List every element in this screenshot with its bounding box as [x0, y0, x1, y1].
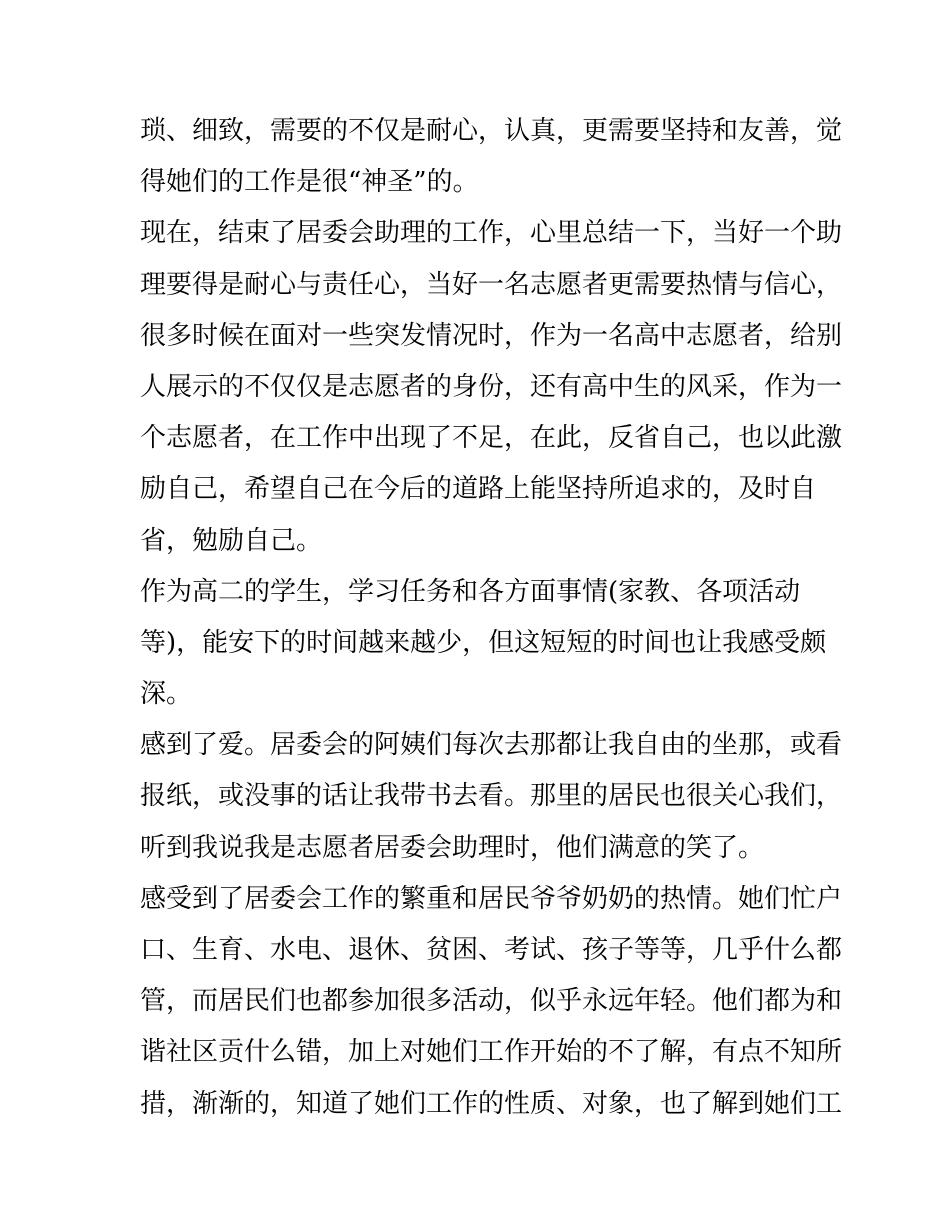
text-line: 报纸，或没事的话让我带书去看。那里的居民也很关心我们， — [140, 781, 843, 812]
text-line: 感受到了居委会工作的繁重和居民爷爷奶奶的热情。她们忙户 — [140, 883, 843, 914]
text-line: 省，勉励自己。 — [140, 525, 323, 556]
text-line: 理要得是耐心与责任心，当好一名志愿者更需要热情与信心， — [140, 269, 843, 300]
text-line: 励自己，希望自己在今后的道路上能坚持所追求的，及时自 — [140, 474, 817, 505]
text-line: 深。 — [140, 679, 193, 710]
text-line: 谐社区贡什么错，加上对她们工作开始的不了解，有点不知所 — [140, 1037, 843, 1068]
text-line: 作为高二的学生，学习任务和各方面事情(家教、各项活动 — [140, 576, 801, 607]
text-line: 口、生育、水电、退休、贫困、考试、孩子等等，几乎什么都 — [140, 935, 843, 965]
text-line: 措，渐渐的，知道了她们工作的性质、对象，也了解到她们工 — [140, 1088, 843, 1119]
text-line: 听到我说我是志愿者居委会助理时，他们满意的笑了。 — [140, 832, 765, 863]
text-line: 得她们的工作是很“神圣”的。 — [140, 167, 479, 198]
text-line: 人展示的不仅仅是志愿者的身份，还有高中生的风采，作为一 — [140, 371, 843, 402]
body-text — [140, 106, 843, 1130]
text-line: 管，而居民们也都参加很多活动，似乎永远年轻。他们都为和 — [140, 986, 843, 1017]
text-line: 等)，能安下的时间越来越少，但这短短的时间也让我感受颇 — [140, 627, 827, 658]
text-line: 感到了爱。居委会的阿姨们每次去那都让我自由的坐那，或看 — [140, 730, 843, 761]
text-line: 很多时候在面对一些突发情况时，作为一名高中志愿者，给别 — [140, 320, 843, 351]
text-line: 琐、细致，需要的不仅是耐心，认真，更需要坚持和友善，觉 — [140, 116, 843, 146]
text-line: 现在，结束了居委会助理的工作，心里总结一下，当好一个助 — [140, 218, 843, 249]
text-line: 个志愿者，在工作中出现了不足，在此，反省自己，也以此激 — [140, 423, 843, 454]
